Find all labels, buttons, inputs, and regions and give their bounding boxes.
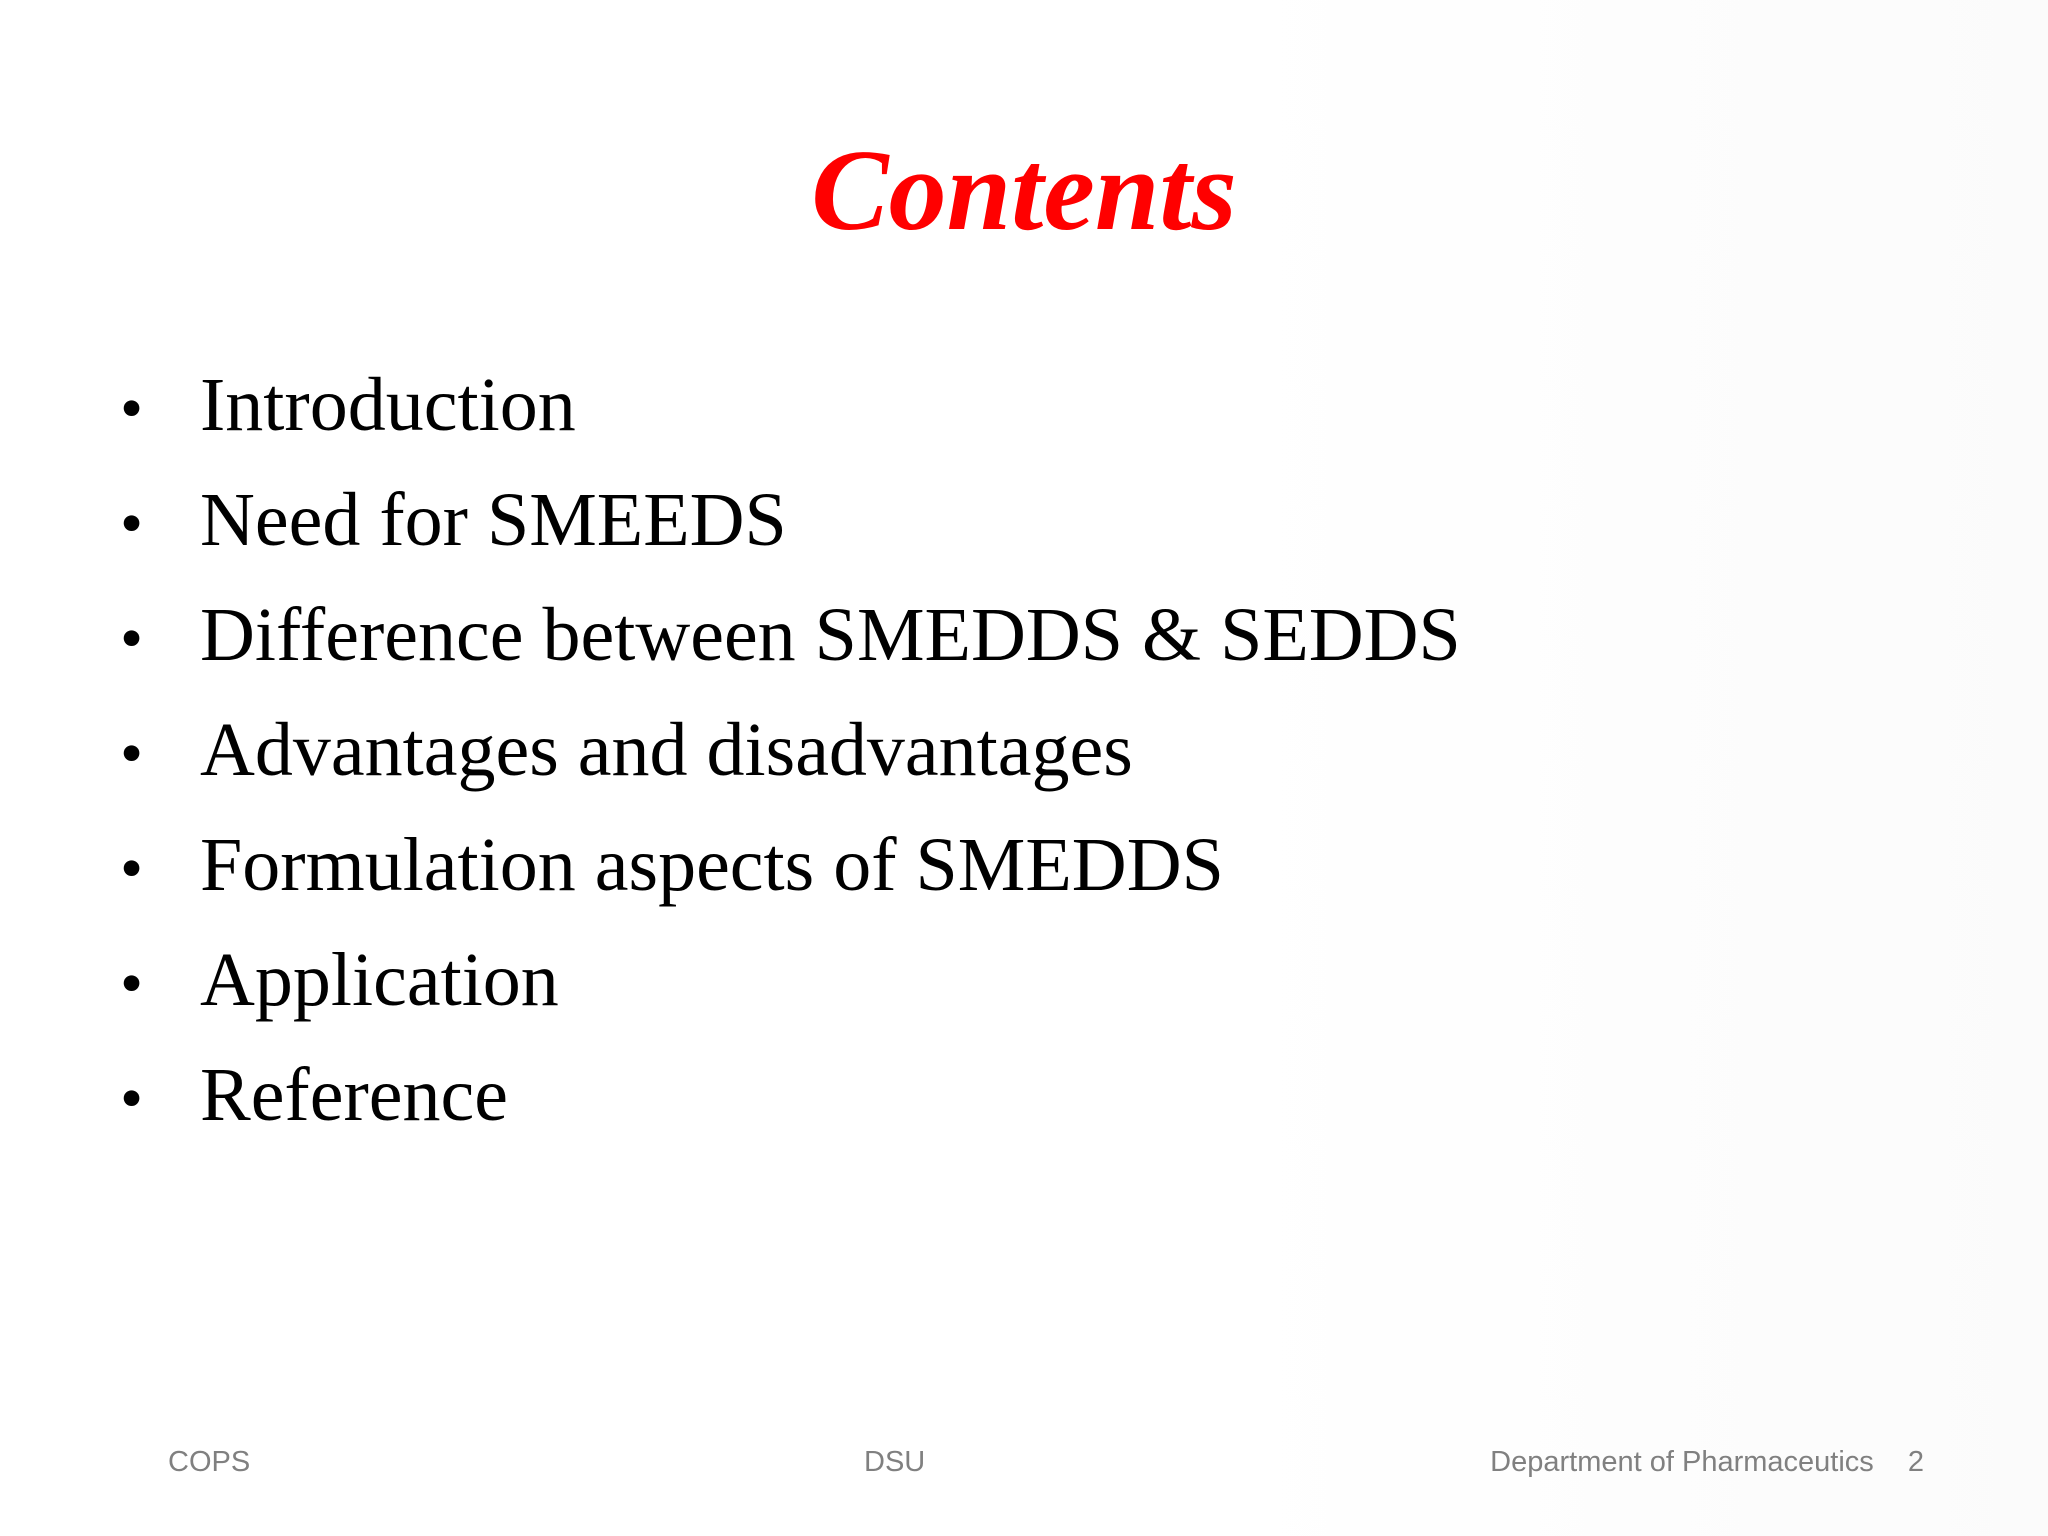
list-item-text: Need for SMEEDS bbox=[200, 478, 787, 562]
slide-number: 2 bbox=[1907, 1446, 1924, 1478]
list-item bbox=[120, 362, 1461, 477]
footer-department: Department of Pharmaceutics bbox=[1490, 1446, 1874, 1478]
bullet-icon: • bbox=[120, 1062, 144, 1135]
bullet-icon: • bbox=[120, 832, 144, 905]
contents-list bbox=[120, 362, 1461, 1167]
list-item-text: Introduction bbox=[200, 363, 576, 447]
footer-right bbox=[1490, 1446, 1924, 1479]
footer-left-text: COPS bbox=[168, 1446, 251, 1478]
slide-title: Contents bbox=[811, 127, 1237, 255]
list-item bbox=[120, 1052, 1461, 1167]
bullet-icon: • bbox=[120, 947, 144, 1020]
list-item bbox=[120, 477, 1461, 592]
bullet-icon: • bbox=[120, 717, 144, 790]
list-item-text: Application bbox=[200, 938, 559, 1022]
list-item bbox=[120, 707, 1461, 822]
list-item-text: Difference between SMEDDS & SEDDS bbox=[200, 593, 1461, 677]
list-item bbox=[120, 937, 1461, 1052]
bullet-icon: • bbox=[120, 602, 144, 675]
footer-center-text: DSU bbox=[864, 1446, 926, 1478]
list-item bbox=[120, 592, 1461, 707]
bullet-icon: • bbox=[120, 487, 144, 560]
bullet-icon: • bbox=[120, 372, 144, 445]
list-item-text: Reference bbox=[200, 1053, 508, 1137]
list-item-text: Formulation aspects of SMEDDS bbox=[200, 823, 1224, 907]
list-item bbox=[120, 822, 1461, 937]
list-item-text: Advantages and disadvantages bbox=[200, 708, 1133, 792]
